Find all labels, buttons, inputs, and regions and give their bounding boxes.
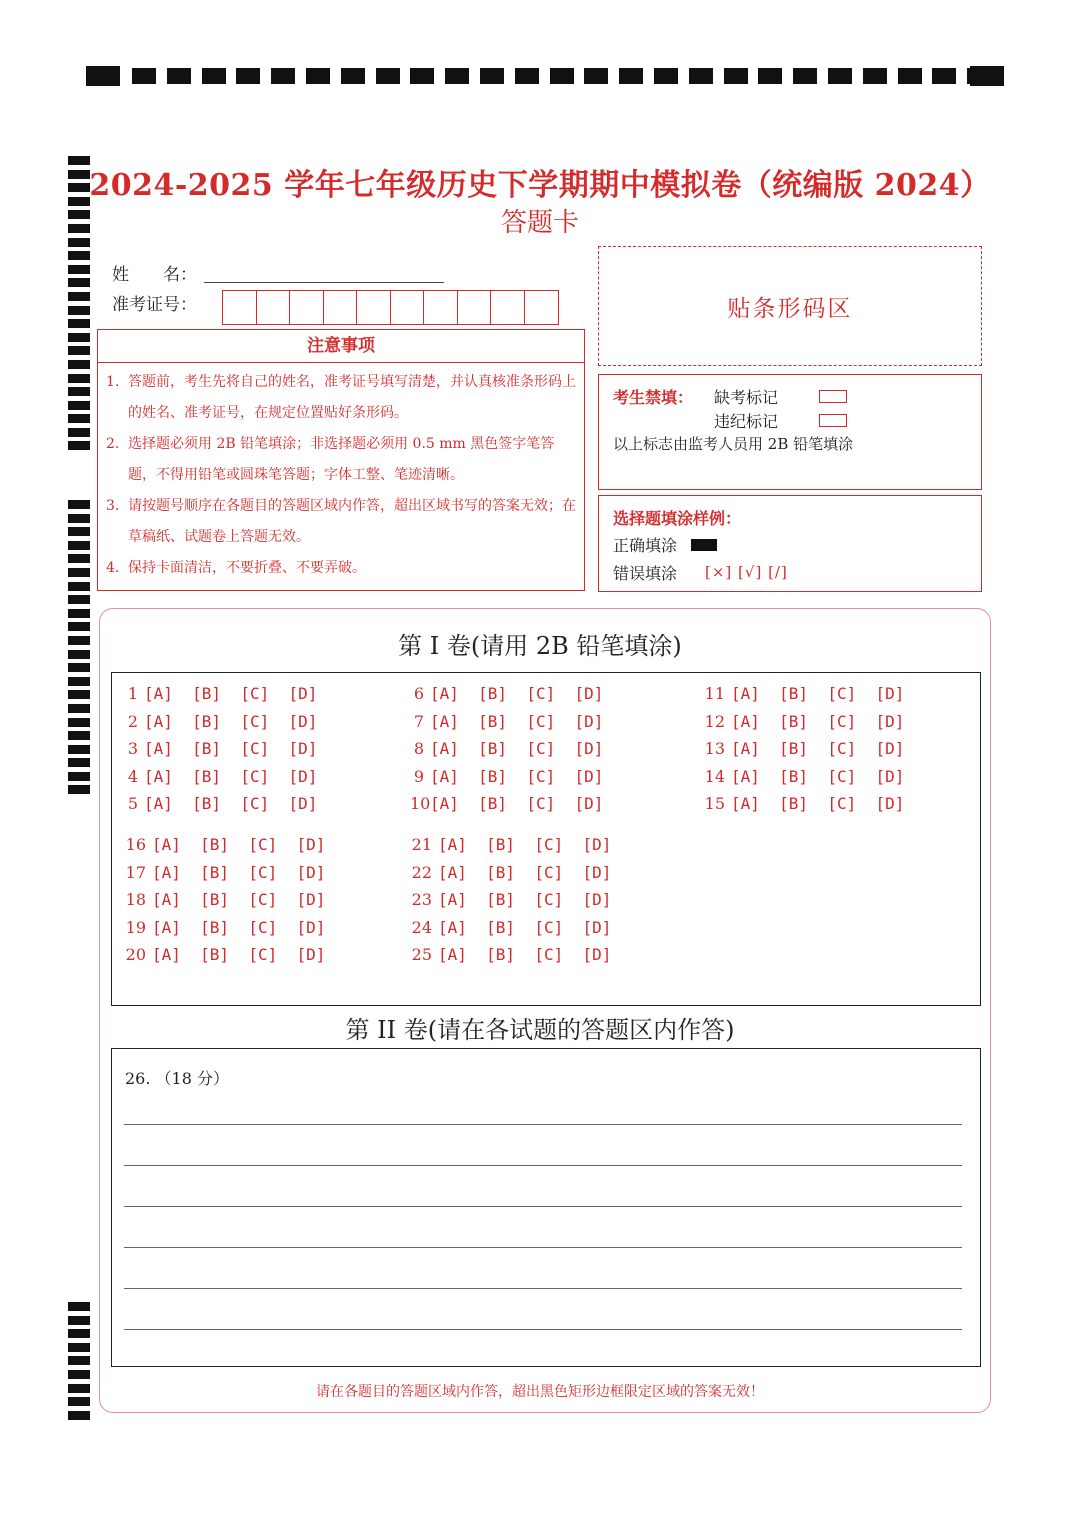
timing-mark: [68, 514, 90, 523]
timing-mark: [68, 1302, 90, 1311]
timing-mark: [724, 68, 748, 84]
notice-item-num: 1.: [106, 374, 120, 390]
timing-mark: [68, 374, 90, 383]
wrong-fill-examples: [×] [√] [/]: [705, 563, 788, 581]
timing-mark: [132, 68, 156, 84]
timing-mark: [863, 68, 887, 84]
page-subtitle: 答题卡: [500, 208, 579, 238]
mcq-question-number: 22: [411, 862, 432, 882]
mcq-question-number: 19: [125, 917, 146, 937]
name-field[interactable]: [204, 282, 444, 283]
timing-mark: [970, 66, 1004, 86]
timing-mark: [68, 718, 90, 727]
mcq-question-row: [703, 712, 904, 731]
timing-mark: [68, 758, 90, 767]
mcq-question-number: 9: [413, 766, 424, 786]
timing-mark: [341, 68, 365, 84]
top-timing-bar: [86, 66, 1004, 86]
mcq-question-row: [410, 794, 603, 813]
exam-id-label: 准考证号：: [112, 295, 197, 315]
timing-mark: [167, 68, 191, 84]
timing-mark: [515, 68, 539, 84]
notice-item: [106, 553, 576, 584]
mcq-question-row: [410, 767, 603, 786]
mcq-option-bubbles[interactable]: [A] [B] [C] [D]: [438, 862, 612, 882]
violation-mark-label: 违纪标记: [714, 412, 779, 431]
mcq-question-number: 13: [704, 739, 725, 758]
mcq-question-number: 24: [411, 917, 432, 937]
mcq-question-row: [703, 767, 904, 786]
timing-mark: [898, 68, 922, 84]
mcq-question-row: [410, 739, 603, 758]
timing-mark: [68, 527, 90, 536]
mcq-question-number: 20: [125, 945, 146, 964]
mcq-question-number: 18: [125, 890, 146, 909]
mcq-question-row: [410, 945, 611, 964]
mcq-option-bubbles[interactable]: [A] [B] [C] [D]: [731, 739, 905, 758]
wrong-fill-label: 错误填涂: [613, 564, 678, 583]
mcq-question-row: [124, 945, 325, 964]
mcq-question-row: [410, 918, 611, 937]
timing-mark: [68, 568, 90, 577]
timing-mark: [584, 68, 608, 84]
timing-mark: [68, 346, 90, 355]
mcq-option-bubbles[interactable]: [A] [B] [C] [D]: [438, 917, 612, 937]
exam-id-digit-box[interactable]: [257, 291, 291, 324]
mcq-question-number: 12: [704, 711, 725, 731]
mcq-option-bubbles[interactable]: [A] [B] [C] [D]: [438, 835, 612, 854]
mcq-question-row: [124, 918, 325, 937]
timing-mark: [68, 414, 90, 423]
timing-mark: [68, 1411, 90, 1420]
timing-mark: [68, 554, 90, 563]
timing-mark: [68, 541, 90, 550]
timing-mark: [68, 401, 90, 410]
mcq-option-bubbles[interactable]: [A] [B] [C] [D]: [144, 684, 318, 703]
timing-mark: [271, 68, 295, 84]
timing-mark: [68, 278, 90, 287]
timing-mark: [689, 68, 713, 84]
mcq-option-bubbles[interactable]: [A] [B] [C] [D]: [152, 917, 326, 937]
timing-mark: [202, 68, 226, 84]
timing-mark: [68, 772, 90, 781]
mcq-option-bubbles[interactable]: [A] [B] [C] [D]: [152, 862, 326, 882]
mcq-option-bubbles[interactable]: [A] [B] [C] [D]: [152, 835, 326, 854]
mcq-question-row: [124, 767, 317, 786]
timing-mark: [68, 690, 90, 699]
mcq-question-number: 15: [704, 794, 725, 813]
mcq-question-number: 25: [411, 945, 432, 964]
timing-mark: [68, 251, 90, 260]
page-title: 2024-2025 学年七年级历史下学期期中模拟卷（统编版 2024）: [89, 168, 991, 203]
section2-title: 第 II 卷(请在各试题的答题区内作答): [345, 1016, 735, 1044]
timing-mark: [68, 582, 90, 591]
examiner-only-label: 考生禁填：: [613, 388, 694, 407]
timing-mark: [68, 1343, 90, 1352]
mcq-question-number: 7: [413, 711, 424, 731]
mcq-option-bubbles[interactable]: [A] [B] [C] [D]: [152, 945, 326, 964]
exam-id-digit-box[interactable]: [290, 291, 324, 324]
timing-mark: [68, 387, 90, 396]
essay-answer-line[interactable]: [124, 1165, 962, 1166]
timing-mark: [68, 306, 90, 315]
exam-id-digit-box[interactable]: [223, 291, 257, 324]
timing-mark: [68, 785, 90, 794]
violation-mark-box[interactable]: [819, 414, 847, 427]
mcq-question-number: 14: [704, 766, 725, 786]
essay-answer-line[interactable]: [124, 1247, 962, 1248]
notice-item-text: 请按题号顺序在各题目的答题区域内作答，超出区域书写的答案无效；在草稿纸、试题卷上答题无效。: [128, 498, 576, 545]
notice-item-num: 3.: [106, 498, 120, 514]
notice-item: [106, 491, 576, 553]
mcq-question-number: 23: [411, 890, 432, 909]
name-label: 姓 名：: [112, 265, 197, 285]
footer-note: 请在各题目的答题区域内作答，超出黑色矩形边框限定区域的答案无效！: [316, 1384, 764, 1400]
mcq-question-row: [124, 863, 325, 882]
mcq-question-row: [124, 794, 317, 813]
timing-mark: [68, 441, 90, 450]
mcq-question-row: [410, 863, 611, 882]
timing-mark: [306, 68, 330, 84]
timing-mark: [480, 68, 504, 84]
notice-item-num: 2.: [106, 436, 120, 452]
timing-mark: [68, 1370, 90, 1379]
exam-id-boxes[interactable]: [222, 290, 559, 325]
timing-mark: [654, 68, 678, 84]
notice-item-text: 答题前，考生先将自己的姓名，准考证号填写清楚，并认真核准条形码上的姓名、准考证号，在规定位置贴好条形码。: [128, 374, 576, 421]
mcq-question-row: [703, 739, 904, 758]
timing-mark: [68, 595, 90, 604]
mcq-option-bubbles[interactable]: [A] [B] [C] [D]: [731, 794, 905, 813]
timing-mark: [68, 265, 90, 274]
mcq-question-number: 11: [704, 684, 725, 703]
essay-answer-line[interactable]: [124, 1124, 962, 1125]
essay-answer-line[interactable]: [124, 1206, 962, 1207]
timing-mark: [68, 319, 90, 328]
mcq-option-bubbles[interactable]: [A] [B] [C] [D]: [438, 945, 612, 964]
timing-mark: [376, 68, 400, 84]
mcq-question-row: [124, 835, 325, 854]
correct-fill-example: [691, 539, 717, 551]
timing-mark: [68, 731, 90, 740]
mcq-option-bubbles[interactable]: [A] [B] [C] [D]: [430, 794, 604, 813]
exam-id-digit-box[interactable]: [525, 291, 559, 324]
timing-mark: [445, 68, 469, 84]
mcq-question-number: 3: [127, 739, 138, 758]
timing-mark: [932, 68, 956, 84]
timing-mark: [550, 68, 574, 84]
notice-item-text: 保持卡面清洁，不要折叠、不要弄破。: [128, 560, 366, 576]
timing-mark: [68, 609, 90, 618]
timing-mark: [68, 333, 90, 342]
mcq-question-row: [124, 890, 325, 909]
absent-mark-label: 缺考标记: [714, 388, 779, 407]
timing-mark: [828, 68, 852, 84]
notice-item: [106, 367, 576, 429]
exam-id-digit-box[interactable]: [357, 291, 391, 324]
essay-answer-line[interactable]: [124, 1288, 962, 1289]
timing-mark: [68, 663, 90, 672]
mcq-question-row: [410, 890, 611, 909]
mcq-option-bubbles[interactable]: [A] [B] [C] [D]: [144, 739, 318, 758]
notice-item: [106, 429, 576, 491]
mcq-option-bubbles[interactable]: [A] [B] [C] [D]: [430, 684, 604, 703]
mcq-option-bubbles[interactable]: [A] [B] [C] [D]: [731, 711, 905, 731]
mcq-question-number: 21: [411, 835, 432, 854]
mcq-question-number: 8: [413, 739, 424, 758]
barcode-area: 贴条形码区: [598, 246, 982, 366]
question-26-label: 26. （18 分）: [125, 1069, 229, 1088]
mcq-option-bubbles[interactable]: [A] [B] [C] [D]: [144, 711, 318, 731]
timing-mark: [86, 66, 120, 86]
exam-id-digit-box[interactable]: [324, 291, 358, 324]
timing-mark: [619, 68, 643, 84]
correct-fill-label: 正确填涂: [613, 536, 678, 555]
mcq-question-row: [410, 835, 611, 854]
timing-mark: [68, 745, 90, 754]
timing-mark: [68, 677, 90, 686]
exam-id-digit-box[interactable]: [424, 291, 458, 324]
exam-id-digit-box[interactable]: [391, 291, 425, 324]
mcq-option-bubbles[interactable]: [A] [B] [C] [D]: [152, 890, 326, 909]
mcq-question-number: 17: [125, 862, 146, 882]
notice-item-num: 4.: [106, 560, 120, 576]
mcq-option-bubbles[interactable]: [A] [B] [C] [D]: [731, 684, 905, 703]
fill-sample-title: 选择题填涂样例：: [613, 509, 742, 528]
mcq-question-row: [703, 794, 904, 813]
mcq-option-bubbles[interactable]: [A] [B] [C] [D]: [430, 711, 604, 731]
mcq-option-bubbles[interactable]: [A] [B] [C] [D]: [438, 890, 612, 909]
timing-mark: [68, 1329, 90, 1338]
mcq-question-number: 2: [127, 711, 138, 731]
mcq-option-bubbles[interactable]: [A] [B] [C] [D]: [430, 739, 604, 758]
timing-mark: [68, 1316, 90, 1325]
timing-mark: [68, 704, 90, 713]
mcq-question-number: 4: [127, 766, 138, 786]
timing-mark: [68, 1356, 90, 1365]
timing-mark: [68, 360, 90, 369]
timing-mark: [758, 68, 782, 84]
fill-sample-box: [598, 495, 982, 592]
mcq-question-number: 6: [413, 684, 424, 703]
exam-id-digit-box[interactable]: [458, 291, 492, 324]
mcq-option-bubbles[interactable]: [A] [B] [C] [D]: [731, 766, 905, 786]
timing-mark: [410, 68, 434, 84]
timing-mark: [68, 292, 90, 301]
mcq-question-row: [124, 684, 317, 703]
notice-item-text: 选择题必须用 2B 铅笔填涂；非选择题必须用 0.5 mm 黑色签字笔答题，不得用铅笔或圆珠笔答题；字体工整、笔迹清晰。: [128, 436, 555, 483]
examiner-note: 以上标志由监考人员用 2B 铅笔填涂: [613, 435, 854, 453]
mcq-option-bubbles[interactable]: [A] [B] [C] [D]: [144, 766, 318, 786]
mcq-question-number: 16: [125, 835, 146, 854]
timing-mark: [68, 500, 90, 509]
notice-list: [98, 363, 584, 584]
mcq-question-row: [124, 712, 317, 731]
mcq-option-bubbles[interactable]: [A] [B] [C] [D]: [430, 766, 604, 786]
mcq-question-row: [124, 739, 317, 758]
timing-mark: [68, 428, 90, 437]
mcq-question-number: 1: [127, 684, 138, 703]
section1-title: 第 I 卷(请用 2B 铅笔填涂): [398, 632, 682, 660]
timing-mark: [793, 68, 817, 84]
mcq-question-row: [410, 684, 603, 703]
mcq-question-number: 10: [410, 794, 431, 813]
absent-mark-box[interactable]: [819, 390, 847, 403]
side-timing-marks-bottom: [68, 1302, 90, 1424]
mcq-option-bubbles[interactable]: [A] [B] [C] [D]: [144, 794, 318, 813]
essay-answer-box[interactable]: [111, 1048, 981, 1367]
mcq-question-row: [410, 712, 603, 731]
mcq-question-row: [703, 684, 904, 703]
notice-heading: 注意事项: [98, 330, 584, 363]
mcq-question-number: 5: [127, 794, 138, 813]
essay-answer-line[interactable]: [124, 1329, 962, 1330]
notice-box: [97, 329, 585, 591]
exam-id-digit-box[interactable]: [491, 291, 525, 324]
timing-mark: [236, 68, 260, 84]
examiner-only-box: [598, 374, 982, 490]
